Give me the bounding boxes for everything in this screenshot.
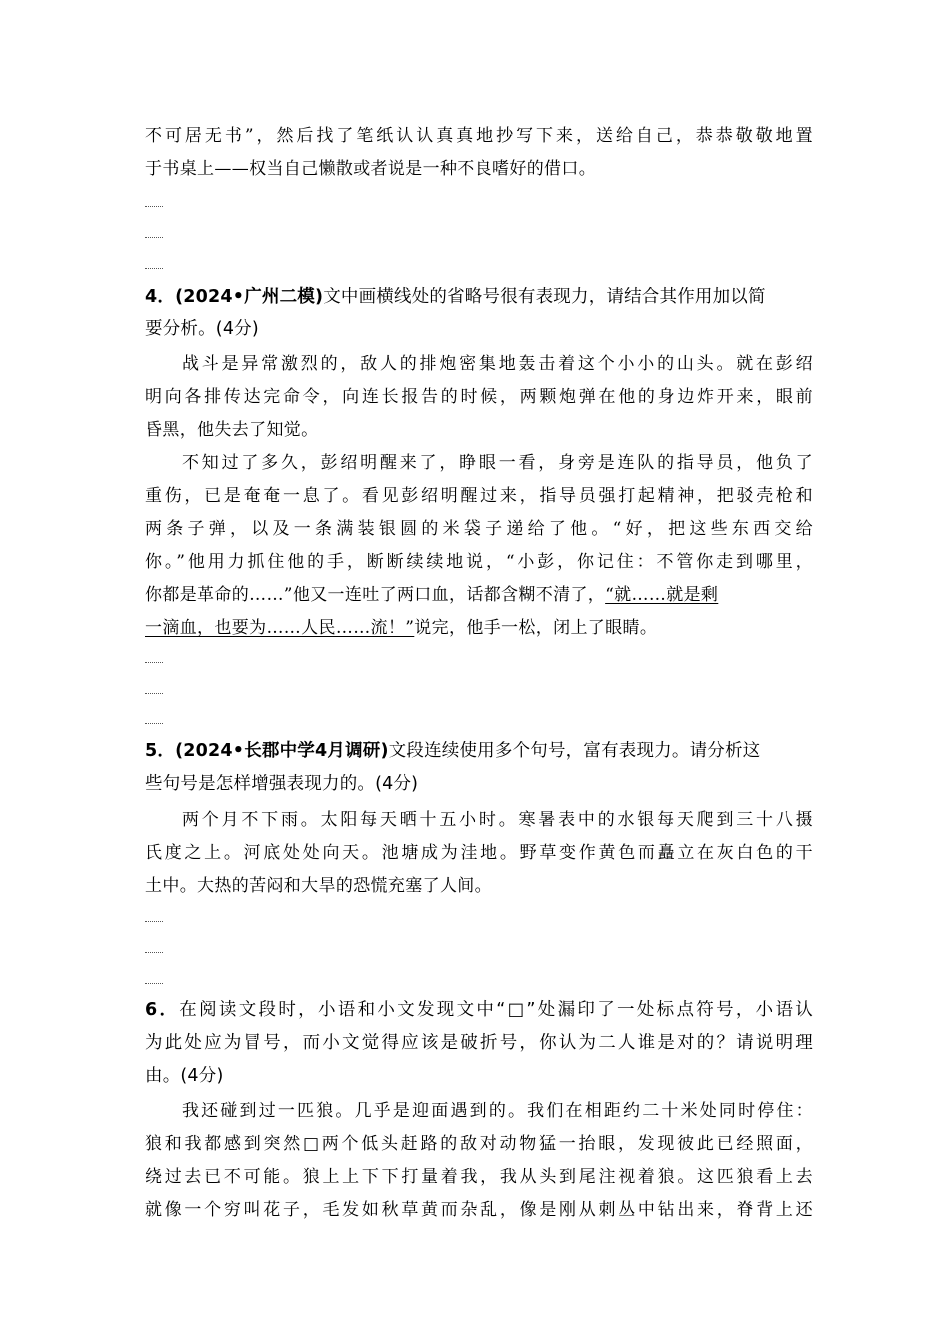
question-source: 广州二模 xyxy=(244,287,315,307)
underlined-sentence: 一滴血，也要为……人民……流！” xyxy=(145,618,415,638)
answer-line[interactable] xyxy=(145,206,163,207)
passage-line: 土中。大热的苦闷和大旱的恐慌充塞了人间。 xyxy=(145,876,492,896)
passage-line: 两条子弹，以及一条满装银圆的米袋子递给了他。“好，把这些东西交给 xyxy=(145,519,813,539)
underlined-sentence: “就……就是剩 xyxy=(605,585,719,605)
passage-line: 我还碰到过一匹狼。几乎是迎面遇到的。我们在相距约二十米处同时停住： xyxy=(182,1101,813,1121)
question-source-open: (2024 xyxy=(175,287,233,307)
question-source: 长郡中学4月调研 xyxy=(244,741,381,761)
passage-line: 狼和我都感到突然□两个低头赶路的敌对动物猛一抬眼，发现彼此已经照面， xyxy=(145,1134,813,1154)
question-prompt: 些句号是怎样增强表现力的。(4分) xyxy=(145,774,419,794)
passage-line xyxy=(145,583,813,607)
question-source-open: (2024 xyxy=(175,741,233,761)
question-source-close: ) xyxy=(380,741,389,761)
answer-line[interactable] xyxy=(145,662,163,663)
passage-line: 你。”他用力抓住他的手，断断续续地说，“小彭，你记住：不管你走到哪里， xyxy=(145,552,813,572)
question-number: 4． xyxy=(145,287,176,307)
answer-line[interactable] xyxy=(145,723,163,724)
question-source-dot: • xyxy=(232,287,245,307)
answer-line[interactable] xyxy=(145,693,163,694)
question-prompt: 文中画横线处的省略号很有表现力，请结合其作用加以简 xyxy=(323,287,766,307)
passage-line: 战斗是异常激烈的，敌人的排炮密集地轰击着这个小小的山头。就在彭绍 xyxy=(182,354,813,374)
intro-line: 于书桌上——权当自己懒散或者说是一种不良嗜好的借口。 xyxy=(145,159,597,179)
passage-line: 重伤，已是奄奄一息了。看见彭绍明醒过来，指导员强打起精神，把驳壳枪和 xyxy=(145,486,813,506)
passage-line: 不知过了多久，彭绍明醒来了，睁眼一看，身旁是连队的指导员，他负了 xyxy=(182,453,813,473)
passage-line: 就像一个穷叫花子，毛发如秋草黄而杂乱，像是刚从刺丛中钻出来，脊背上还 xyxy=(145,1200,813,1220)
answer-line[interactable] xyxy=(145,237,163,238)
question-source-dot: • xyxy=(232,741,245,761)
question-prompt: 为此处应为冒号，而小文觉得应该是破折号，你认为二人谁是对的？请说明理 xyxy=(145,1033,813,1053)
question-source-close: ) xyxy=(315,287,324,307)
passage-line: 氏度之上。河底处处向天。池塘成为洼地。野草变作黄色而矗立在灰白色的干 xyxy=(145,843,813,863)
question-prompt: 在阅读文段时，小语和小文发现文中“□”处漏印了一处标点符号，小语认 xyxy=(179,1000,814,1020)
answer-line[interactable] xyxy=(145,952,163,953)
passage-line: 绕过去已不可能。狼上上下下打量着我，我从头到尾注视着狼。这匹狼看上去 xyxy=(145,1167,813,1187)
passage-text: 你都是革命的……”他又一连吐了两口血，话都含糊不清了， xyxy=(145,585,606,605)
passage-line: 明向各排传达完命令，向连长报告的时候，两颗炮弹在他的身边炸开来，眼前 xyxy=(145,387,813,407)
question-4-heading xyxy=(145,285,813,309)
question-prompt: 由。(4分) xyxy=(145,1066,224,1086)
answer-line[interactable] xyxy=(145,983,163,984)
passage-line xyxy=(145,616,813,640)
passage-line: 昏黑，他失去了知觉。 xyxy=(145,420,319,440)
question-6-heading xyxy=(145,998,813,1022)
passage-line: 两个月不下雨。太阳每天晒十五小时。寒暑表中的水银每天爬到三十八摄 xyxy=(182,810,813,830)
intro-line: 不可居无书”，然后找了笔纸认认真真地抄写下来，送给自己，恭恭敬敬地置 xyxy=(145,126,813,146)
passage-text: 说完，他手一松，闭上了眼睛。 xyxy=(414,618,658,638)
question-number: 5． xyxy=(145,741,176,761)
answer-line[interactable] xyxy=(145,921,163,922)
question-5-heading xyxy=(145,739,813,763)
answer-line[interactable] xyxy=(145,268,163,269)
question-prompt: 文段连续使用多个句号，富有表现力。请分析这 xyxy=(388,741,761,761)
question-number: 6． xyxy=(145,1000,180,1020)
question-prompt: 要分析。(4分) xyxy=(145,319,259,339)
